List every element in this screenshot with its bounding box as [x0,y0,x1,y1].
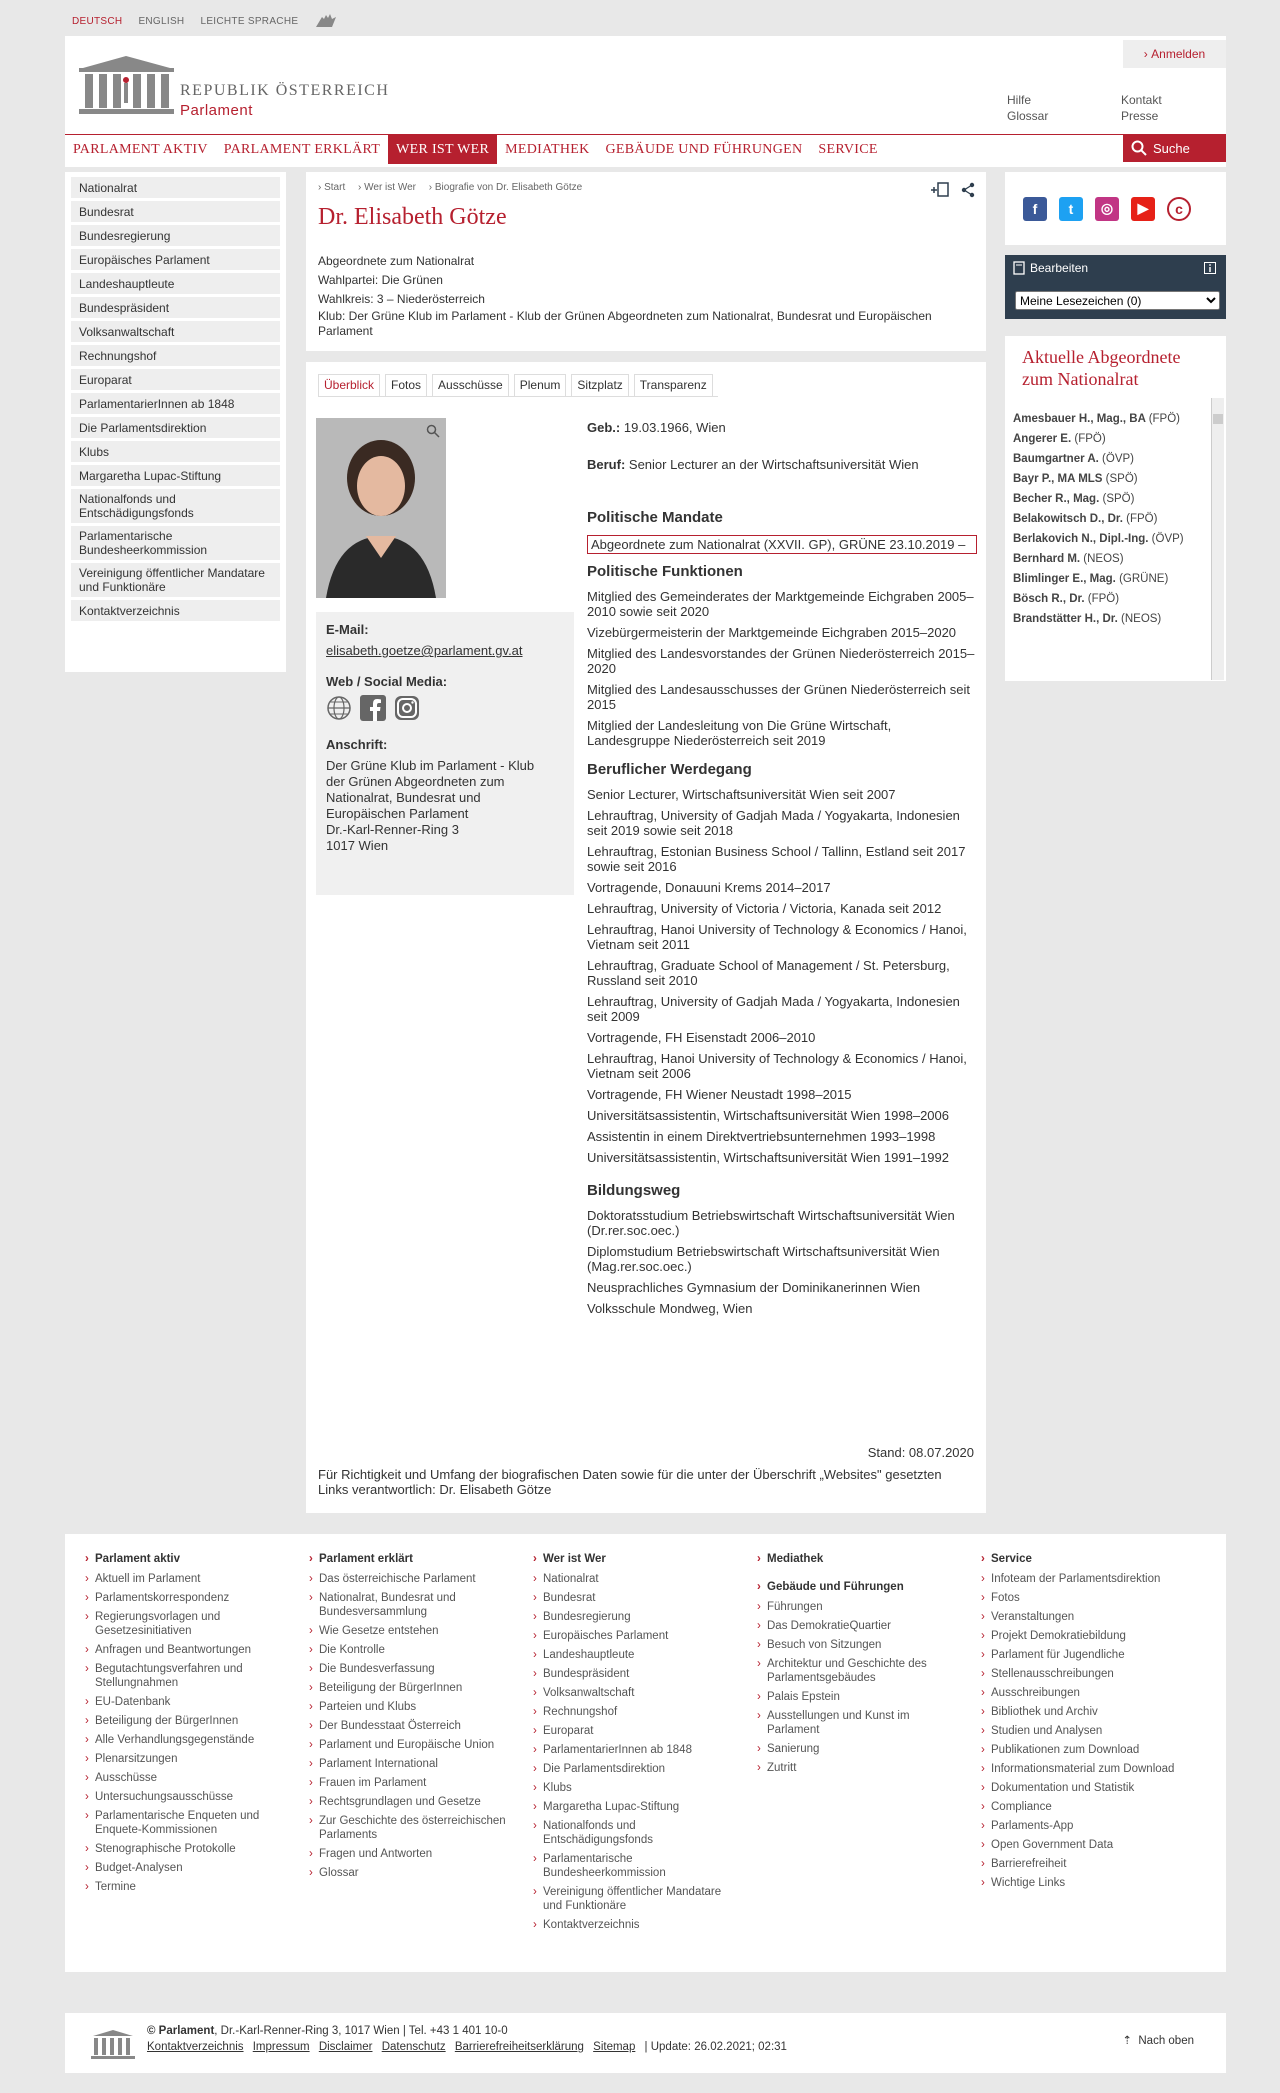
footer-column [755,1552,955,1780]
mp-name: Amesbauer H., Mag., BA [1013,413,1146,425]
edit-bookmark-icon [1013,261,1025,275]
footer-link[interactable]: › Nationalfonds und Entschädigungsfonds [531,1819,731,1847]
funktionen-list [587,589,977,748]
funktionen-entry: Mitglied der Landesleitung von Die Grüne Wirtschaft, Landesgruppe Niederösterreich seit 2019 [587,718,892,748]
leftnav-item[interactable]: Bundesrat [71,201,280,222]
mp-list-item[interactable] [1013,432,1208,446]
nav-service[interactable]: SERVICE [818,142,878,157]
mandate-entry: Abgeordnete zum Nationalrat (XXVII. GP), GRÜNE 23.10.2019 – [587,535,977,554]
footer-link[interactable]: › Open Government Data [979,1838,1179,1852]
section-funktionen: Politische Funktionen [587,563,743,580]
footer-link[interactable]: › Untersuchungsausschüsse [83,1790,283,1804]
footer-link[interactable]: › Termine [83,1880,283,1894]
footer-link[interactable]: › Barrierefreiheit [979,1857,1179,1871]
leftnav-item[interactable]: Volksanwaltschaft [71,321,280,342]
footer-link[interactable]: › Ausschreibungen [979,1686,1179,1700]
footer-link[interactable]: › Rechtsgrundlagen und Gesetze [307,1795,507,1809]
footer-link-kontakt[interactable]: Kontaktverzeichnis [147,2041,244,2053]
footer-link[interactable]: › Vereinigung öffentlicher Mandatare und Funktionäre [531,1885,731,1913]
mp-party: (NEOS) [1083,553,1124,565]
werdegang-entry: Lehrauftrag, University of Victoria / Victoria, Kanada seit 2012 [587,901,942,916]
werdegang-entry: Vortragende, Donauuni Krems 2014–2017 [587,880,831,895]
tab-ausschuesse[interactable]: Ausschüsse [432,374,509,396]
current-mps-box [1005,336,1226,681]
leftnav-item[interactable]: Bundespräsident [71,297,280,318]
footer-link[interactable]: › Europäisches Parlament [531,1629,731,1643]
footer-link-disclaimer[interactable]: Disclaimer [318,2041,373,2053]
footer-link[interactable]: › Das österreichische Parlament [307,1572,507,1586]
tab-ueberblick[interactable]: Überblick [318,374,380,396]
footer-link[interactable]: › Bibliothek und Archiv [979,1705,1179,1719]
mp-list-item[interactable] [1013,472,1208,486]
mp-party: (FPÖ) [1126,513,1158,525]
facebook-icon[interactable] [360,695,386,721]
werdegang-entry: Universitätsassistentin, Wirtschaftsuniversität Wien 1998–2006 [587,1108,949,1123]
footer-link[interactable]: › Beteiligung der BürgerInnen [307,1681,507,1695]
mp-party: (GRÜNE) [1119,573,1169,585]
mp-name: Blimlinger E., Mag. [1013,573,1116,585]
mp-name: Belakowitsch D., Dr. [1013,513,1123,525]
footer-link[interactable]: › Bundesregierung [531,1610,731,1624]
footer-link[interactable]: › Frauen im Parlament [307,1776,507,1790]
footer-link[interactable]: › Dokumentation und Statistik [979,1781,1179,1795]
footer-link[interactable]: › Parlamentskorrespondenz [83,1591,283,1605]
footer-heading[interactable]: › Gebäude und Führungen [755,1580,955,1594]
bildung-entry: Volksschule Mondweg, Wien [587,1301,753,1316]
twitter-icon[interactable]: t [1059,197,1083,221]
address: Der Grüne Klub im Parlament - Klub der Grünen Abgeordneten zum Nationalrat, Bundesrat und Europäischen Parlament Dr.-Karl-Renner-Ring 3 1017 Wien [326,758,535,853]
footer-link[interactable]: › Volksanwaltschaft [531,1686,731,1700]
page-title: Dr. Elisabeth Götze [318,204,507,230]
footer-heading[interactable]: › Parlament aktiv [83,1552,283,1566]
info-party: Wahlpartei: Die Grünen [318,273,443,287]
mp-name: Bösch R., Dr. [1013,593,1085,605]
footer-link[interactable]: › Fotos [979,1591,1179,1605]
footer-link[interactable]: › Besuch von Sitzungen [755,1638,955,1652]
footer-link[interactable]: › Palais Epstein [755,1690,955,1704]
footer-link[interactable]: › EU-Datenbank [83,1695,283,1709]
social-label: Web / Social Media: [326,674,448,689]
footer-link[interactable]: › Nationalrat [531,1572,731,1586]
funktionen-entry: Mitglied des Landesausschusses der Grünen Niederösterreich seit 2015 [587,682,970,712]
contact-link[interactable]: Kontakt [1121,93,1162,107]
bookmarks-select[interactable] [1015,291,1220,310]
leftnav-item[interactable]: Klubs [71,441,280,462]
nav-parlament-aktiv[interactable]: PARLAMENT AKTIV [73,142,208,157]
parlament-logo-small[interactable] [91,2029,135,2059]
funktionen-entry: Mitglied des Landesvorstandes der Grünen Niederösterreich 2015–2020 [587,646,975,676]
werdegang-entry: Lehrauftrag, Hanoi University of Technology & Economics / Hanoi, Vietnam seit 2011 [587,922,967,952]
mp-name: Becher R., Mag. [1013,493,1100,505]
footer-link[interactable]: › Margaretha Lupac-Stiftung [531,1800,731,1814]
nav-gebaeude-fuehrungen[interactable]: GEBÄUDE UND FÜHRUNGEN [605,142,803,157]
login-button[interactable]: › Anmelden [1123,40,1226,68]
leftnav-item[interactable]: Vereinigung öffentlicher Mandatare und Funktionäre [71,563,280,597]
occupation-info: Beruf: Senior Lecturer an der Wirtschaftsuniversität Wien [587,457,919,472]
profile-summary [318,252,938,339]
footer-link[interactable]: › Informationsmaterial zum Download [979,1762,1179,1776]
leftnav-item[interactable]: Bundesregierung [71,225,280,246]
mps-list [1013,412,1208,632]
footer-link[interactable]: › ParlamentarierInnen ab 1848 [531,1743,731,1757]
footer-link[interactable]: › Stenographische Protokolle [83,1842,283,1856]
profile-photo[interactable] [316,418,446,598]
werdegang-entry: Lehrauftrag, Graduate School of Management / St. Petersburg, Russland seit 2010 [587,958,950,988]
footer-link[interactable]: › Bundesrat [531,1591,731,1605]
mp-list-item[interactable] [1013,592,1208,606]
left-navigation [65,172,286,672]
language-bar [72,12,338,30]
mp-list-item[interactable] [1013,512,1208,526]
logo-text-republik: REPUBLIK ÖSTERREICH [180,82,390,99]
contact-box [316,612,574,895]
footer-link-sitemap[interactable]: Sitemap [593,2041,636,2053]
footer-link[interactable]: › Zur Geschichte des österreichischen Parlaments [307,1814,507,1842]
footer-link[interactable]: › Parlaments-App [979,1819,1179,1833]
leftnav-item[interactable]: Landeshauptleute [71,273,280,294]
footer-column [307,1552,507,1885]
site-header [65,36,1226,167]
nav-parlament-erklaert[interactable]: PARLAMENT ERKLÄRT [223,142,381,157]
werdegang-entry: Universitätsassistentin, Wirtschaftsuniversität Wien 1991–1992 [587,1150,949,1165]
footer-link[interactable]: › Wichtige Links [979,1876,1179,1890]
mp-list-item[interactable] [1013,552,1208,566]
werdegang-entry: Lehrauftrag, Estonian Business School / Tallinn, Estland seit 2017 sowie seit 2016 [587,844,966,874]
footer-link[interactable]: › Anfragen und Beantwortungen [83,1643,283,1657]
funktionen-entry: Mitglied des Gemeinderates der Marktgemeinde Eichgraben 2005–2010 sowie seit 2020 [587,589,974,619]
werdegang-list [587,787,977,1165]
mp-party: (FPÖ) [1074,433,1106,445]
mp-list-item[interactable] [1013,532,1208,546]
leftnav-item[interactable]: Rechnungshof [71,345,280,366]
facebook-icon[interactable]: f [1023,197,1047,221]
footer-heading[interactable]: › Service [979,1552,1179,1566]
werdegang-entry: Lehrauftrag, University of Gadjah Mada / Yogyakarta, Indonesien seit 2019 sowie seit 2018 [587,808,960,838]
mp-name: Berlakovich N., Dipl.-Ing. [1013,533,1149,545]
footer-link[interactable]: › Kontaktverzeichnis [531,1918,731,1932]
footer-link[interactable]: › Glossar [307,1866,507,1880]
mp-party: (ÖVP) [1151,533,1184,545]
footer-link[interactable]: › Zutritt [755,1761,955,1775]
footer-link[interactable]: › Publikationen zum Download [979,1743,1179,1757]
mps-title: Aktuelle Abgeordnete zum Nationalrat [1022,347,1181,389]
mp-list-item[interactable] [1013,612,1208,626]
info-icon[interactable] [1204,262,1216,274]
footer-link[interactable]: › Ausschüsse [83,1771,283,1785]
app-icon[interactable]: c [1167,197,1191,221]
email-link[interactable]: elisabeth.goetze@parlament.gv.at [326,643,523,658]
search-button[interactable]: Suche [1123,134,1226,162]
werdegang-entry: Vortragende, FH Wiener Neustadt 1998–2015 [587,1087,852,1102]
press-link[interactable]: Presse [1121,109,1159,123]
nav-mediathek[interactable]: MEDIATHEK [505,142,590,157]
edit-box [1005,255,1226,319]
mp-name: Bayr P., MA MLS [1013,473,1103,485]
footer-link[interactable]: › Ausstellungen und Kunst im Parlament [755,1709,955,1737]
werdegang-entry: Lehrauftrag, University of Gadjah Mada / Yogyakarta, Indonesien seit 2009 [587,994,960,1024]
section-mandate: Politische Mandate [587,509,723,526]
lang-english[interactable]: ENGLISH [138,15,185,27]
info-constituency: Wahlkreis: 3 – Niederösterreich [318,292,485,306]
footer-link[interactable]: › Parlamentarische Enqueten und Enquete-Kommissionen [83,1809,283,1837]
sign-language-icon[interactable] [314,13,338,29]
footer-links [147,2041,787,2053]
leftnav-item[interactable]: Nationalrat [71,177,280,198]
leftnav-item[interactable]: Nationalfonds und Entschädigungsfonds [71,489,280,523]
mp-list-item[interactable] [1013,412,1208,426]
footer-update: | Update: 26.02.2021; 02:31 [644,2041,787,2053]
bookmark-add-icon[interactable] [930,182,950,198]
site-footer [65,1534,1226,1972]
footer-link[interactable]: › Projekt Demokratiebildung [979,1629,1179,1643]
mp-party: (SPÖ) [1105,473,1138,485]
footer-link[interactable]: › Alle Verhandlungsgegenstände [83,1733,283,1747]
last-updated: Stand: 08.07.2020 [867,1445,974,1460]
footer-link-impressum[interactable]: Impressum [252,2041,310,2053]
footer-link-barrierefreiheit[interactable]: Barrierefreiheitserklärung [454,2041,584,2053]
footer-link[interactable]: › Parlamentarische Bundesheerkommission [531,1852,731,1880]
footer-link[interactable]: › Wie Gesetze entstehen [307,1624,507,1638]
tab-transparenz[interactable]: Transparenz [634,374,713,396]
mp-name: Angerer E. [1013,433,1072,445]
mp-name: Brandstätter H., Dr. [1013,613,1118,625]
section-werdegang: Beruflicher Werdegang [587,761,752,778]
footer-link[interactable]: › Die Bundesverfassung [307,1662,507,1676]
footer-link[interactable]: › Das DemokratieQuartier [755,1619,955,1633]
leftnav-item[interactable]: Kontaktverzeichnis [71,600,280,621]
biography [587,420,977,1322]
footer-link[interactable]: › Nationalrat, Bundesrat und Bundesversammlung [307,1591,507,1619]
mp-party: (FPÖ) [1087,593,1120,605]
footer-link[interactable]: › Veranstaltungen [979,1610,1179,1624]
footer-link[interactable]: › Plenarsitzungen [83,1752,283,1766]
footer-link[interactable]: › Parlament International [307,1757,507,1771]
address-label: Anschrift: [326,737,388,752]
header-links-1 [1007,92,1048,124]
footer-link[interactable]: › Der Bundesstaat Österreich [307,1719,507,1733]
glossary-link[interactable]: Glossar [1007,109,1049,123]
info-club: Klub: Der Grüne Klub im Parlament - Klub der Grünen Abgeordneten zum Nationalrat, Bundesrat und Europäischen Parlament [318,309,932,338]
profile-tabs [318,374,718,397]
funktionen-entry: Vizebürgermeisterin der Marktgemeinde Eichgraben 2015–2020 [587,625,957,640]
footer-link[interactable]: › Sanierung [755,1742,955,1756]
footer-heading[interactable]: › Parlament erklärt [307,1552,507,1566]
werdegang-entry: Vortragende, FH Eisenstadt 2006–2010 [587,1030,816,1045]
footer-link[interactable]: › Studien und Analysen [979,1724,1179,1738]
lang-leichte-sprache[interactable]: LEICHTE SPRACHE [200,15,299,27]
werdegang-entry: Assistentin in einem Direktvertriebsunternehmen 1993–1998 [587,1129,936,1144]
zoom-icon[interactable] [426,424,440,438]
werdegang-entry: Senior Lecturer, Wirtschaftsuniversität Wien seit 2007 [587,787,896,802]
social-box [1005,172,1226,245]
profile-body [306,362,986,1513]
footer-link[interactable]: › Europarat [531,1724,731,1738]
lang-deutsch[interactable]: DEUTSCH [72,15,123,27]
footer-column [979,1552,1179,1895]
leftnav-item[interactable]: Europarat [71,369,280,390]
leftnav-item[interactable]: Parlamentarische Bundesheerkommission [71,526,280,560]
mp-party: (FPÖ) [1148,413,1181,425]
footer-link[interactable]: › Regierungsvorlagen und Gesetzesinitiativen [83,1610,283,1638]
footer-link[interactable]: › Die Parlamentsdirektion [531,1762,731,1776]
footer-address: © Parlament, Dr.-Karl-Renner-Ring 3, 1017 Wien | Tel. +43 1 401 10-0 [147,2025,508,2037]
footer-link-datenschutz[interactable]: Datenschutz [381,2041,446,2053]
footer-column [531,1552,731,1937]
page-actions [930,182,976,198]
footer-link[interactable]: › Landeshauptleute [531,1648,731,1662]
breadcrumb-start[interactable]: › Start [318,182,346,193]
breadcrumb-current: › Biografie von Dr. Elisabeth Götze [428,182,583,193]
footer-link[interactable]: › Parlament und Europäische Union [307,1738,507,1752]
footer-link[interactable]: › Rechnungshof [531,1705,731,1719]
leftnav-item[interactable]: ParlamentarierInnen ab 1848 [71,393,280,414]
back-to-top[interactable]: ⇡ Nach oben [1122,2035,1194,2047]
footer-column [83,1552,283,1899]
share-icon[interactable] [960,182,976,198]
footer-link[interactable]: › Stellenausschreibungen [979,1667,1179,1681]
bottom-bar [65,2013,1226,2073]
social-links [326,695,564,721]
info-role: Abgeordnete zum Nationalrat [318,254,475,268]
footer-link[interactable]: › Beteiligung der BürgerInnen [83,1714,283,1728]
footer-link[interactable]: › Parteien und Klubs [307,1700,507,1714]
leftnav-item[interactable]: Europäisches Parlament [71,249,280,270]
tab-plenum[interactable]: Plenum [514,374,567,396]
werdegang-entry: Lehrauftrag, Hanoi University of Technology & Economics / Hanoi, Vietnam seit 2006 [587,1051,967,1081]
footer-link[interactable]: › Klubs [531,1781,731,1795]
nav-wer-ist-wer[interactable]: WER IST WER [388,135,497,164]
profile-header [306,172,986,351]
globe-icon[interactable] [326,695,352,721]
main-navigation [65,134,1226,164]
mp-name: Bernhard M. [1013,553,1081,565]
tab-sitzplatz[interactable]: Sitzplatz [571,374,628,396]
instagram-icon[interactable] [394,695,420,721]
mps-scrollbar[interactable] [1211,398,1224,680]
email-label: E-Mail: [326,622,369,637]
mp-name: Baumgartner A. [1013,453,1099,465]
mp-list-item[interactable] [1013,492,1208,506]
header-links-2 [1121,92,1162,124]
footer-link[interactable]: › Begutachtungsverfahren und Stellungnahmen [83,1662,283,1690]
mp-party: (ÖVP) [1102,453,1134,465]
mp-party: (NEOS) [1121,613,1162,625]
tab-fotos[interactable]: Fotos [385,374,427,396]
breadcrumb [318,182,592,193]
mp-party: (SPÖ) [1102,493,1135,505]
footer-link[interactable]: › Bundespräsident [531,1667,731,1681]
footer-heading[interactable]: › Wer ist Wer [531,1552,731,1566]
birth-info: Geb.: 19.03.1966, Wien [587,420,726,435]
edit-title: Bearbeiten [1030,261,1089,275]
leftnav-item[interactable]: Die Parlamentsdirektion [71,417,280,438]
logo-text-parlament: Parlament [180,102,253,119]
footer-link[interactable]: › Compliance [979,1800,1179,1814]
breadcrumb-wer-ist-wer[interactable]: › Wer ist Wer [358,182,416,193]
youtube-icon[interactable]: ▶ [1131,197,1155,221]
bildung-list [587,1208,977,1316]
search-icon [1131,140,1147,156]
leftnav-item[interactable]: Margaretha Lupac-Stiftung [71,465,280,486]
footer-link[interactable]: › Parlament für Jugendliche [979,1648,1179,1662]
bildung-entry: Diplomstudium Betriebswirtschaft Wirtschaftsuniversität Wien (Mag.rer.soc.oec.) [587,1244,940,1274]
footer-link[interactable]: › Architektur und Geschichte des Parlamentsgebäudes [755,1657,955,1685]
footer-link[interactable]: › Führungen [755,1600,955,1614]
footer-link[interactable]: › Die Kontrolle [307,1643,507,1657]
mp-list-item[interactable] [1013,572,1208,586]
footer-heading[interactable]: › Mediathek [755,1552,955,1566]
instagram-icon[interactable]: ◎ [1095,197,1119,221]
bildung-entry: Doktoratsstudium Betriebswirtschaft Wirtschaftsuniversität Wien (Dr.rer.soc.oec.) [587,1208,955,1238]
bildung-entry: Neusprachliches Gymnasium der Dominikanerinnen Wien [587,1280,921,1295]
mp-list-item[interactable] [1013,452,1208,466]
help-link[interactable]: Hilfe [1007,93,1032,107]
footer-link[interactable]: › Budget-Analysen [83,1861,283,1875]
footer-link[interactable]: › Aktuell im Parlament [83,1572,283,1586]
footer-link[interactable]: › Fragen und Antworten [307,1847,507,1861]
disclaimer: Für Richtigkeit und Umfang der biografischen Daten sowie für die unter der Überschrift „Websites" gesetzten Links verantwortlich: Dr. Elisabeth Götze [318,1467,942,1497]
footer-link[interactable]: › Infoteam der Parlamentsdirektion [979,1572,1179,1586]
section-bildung: Bildungsweg [587,1182,681,1199]
